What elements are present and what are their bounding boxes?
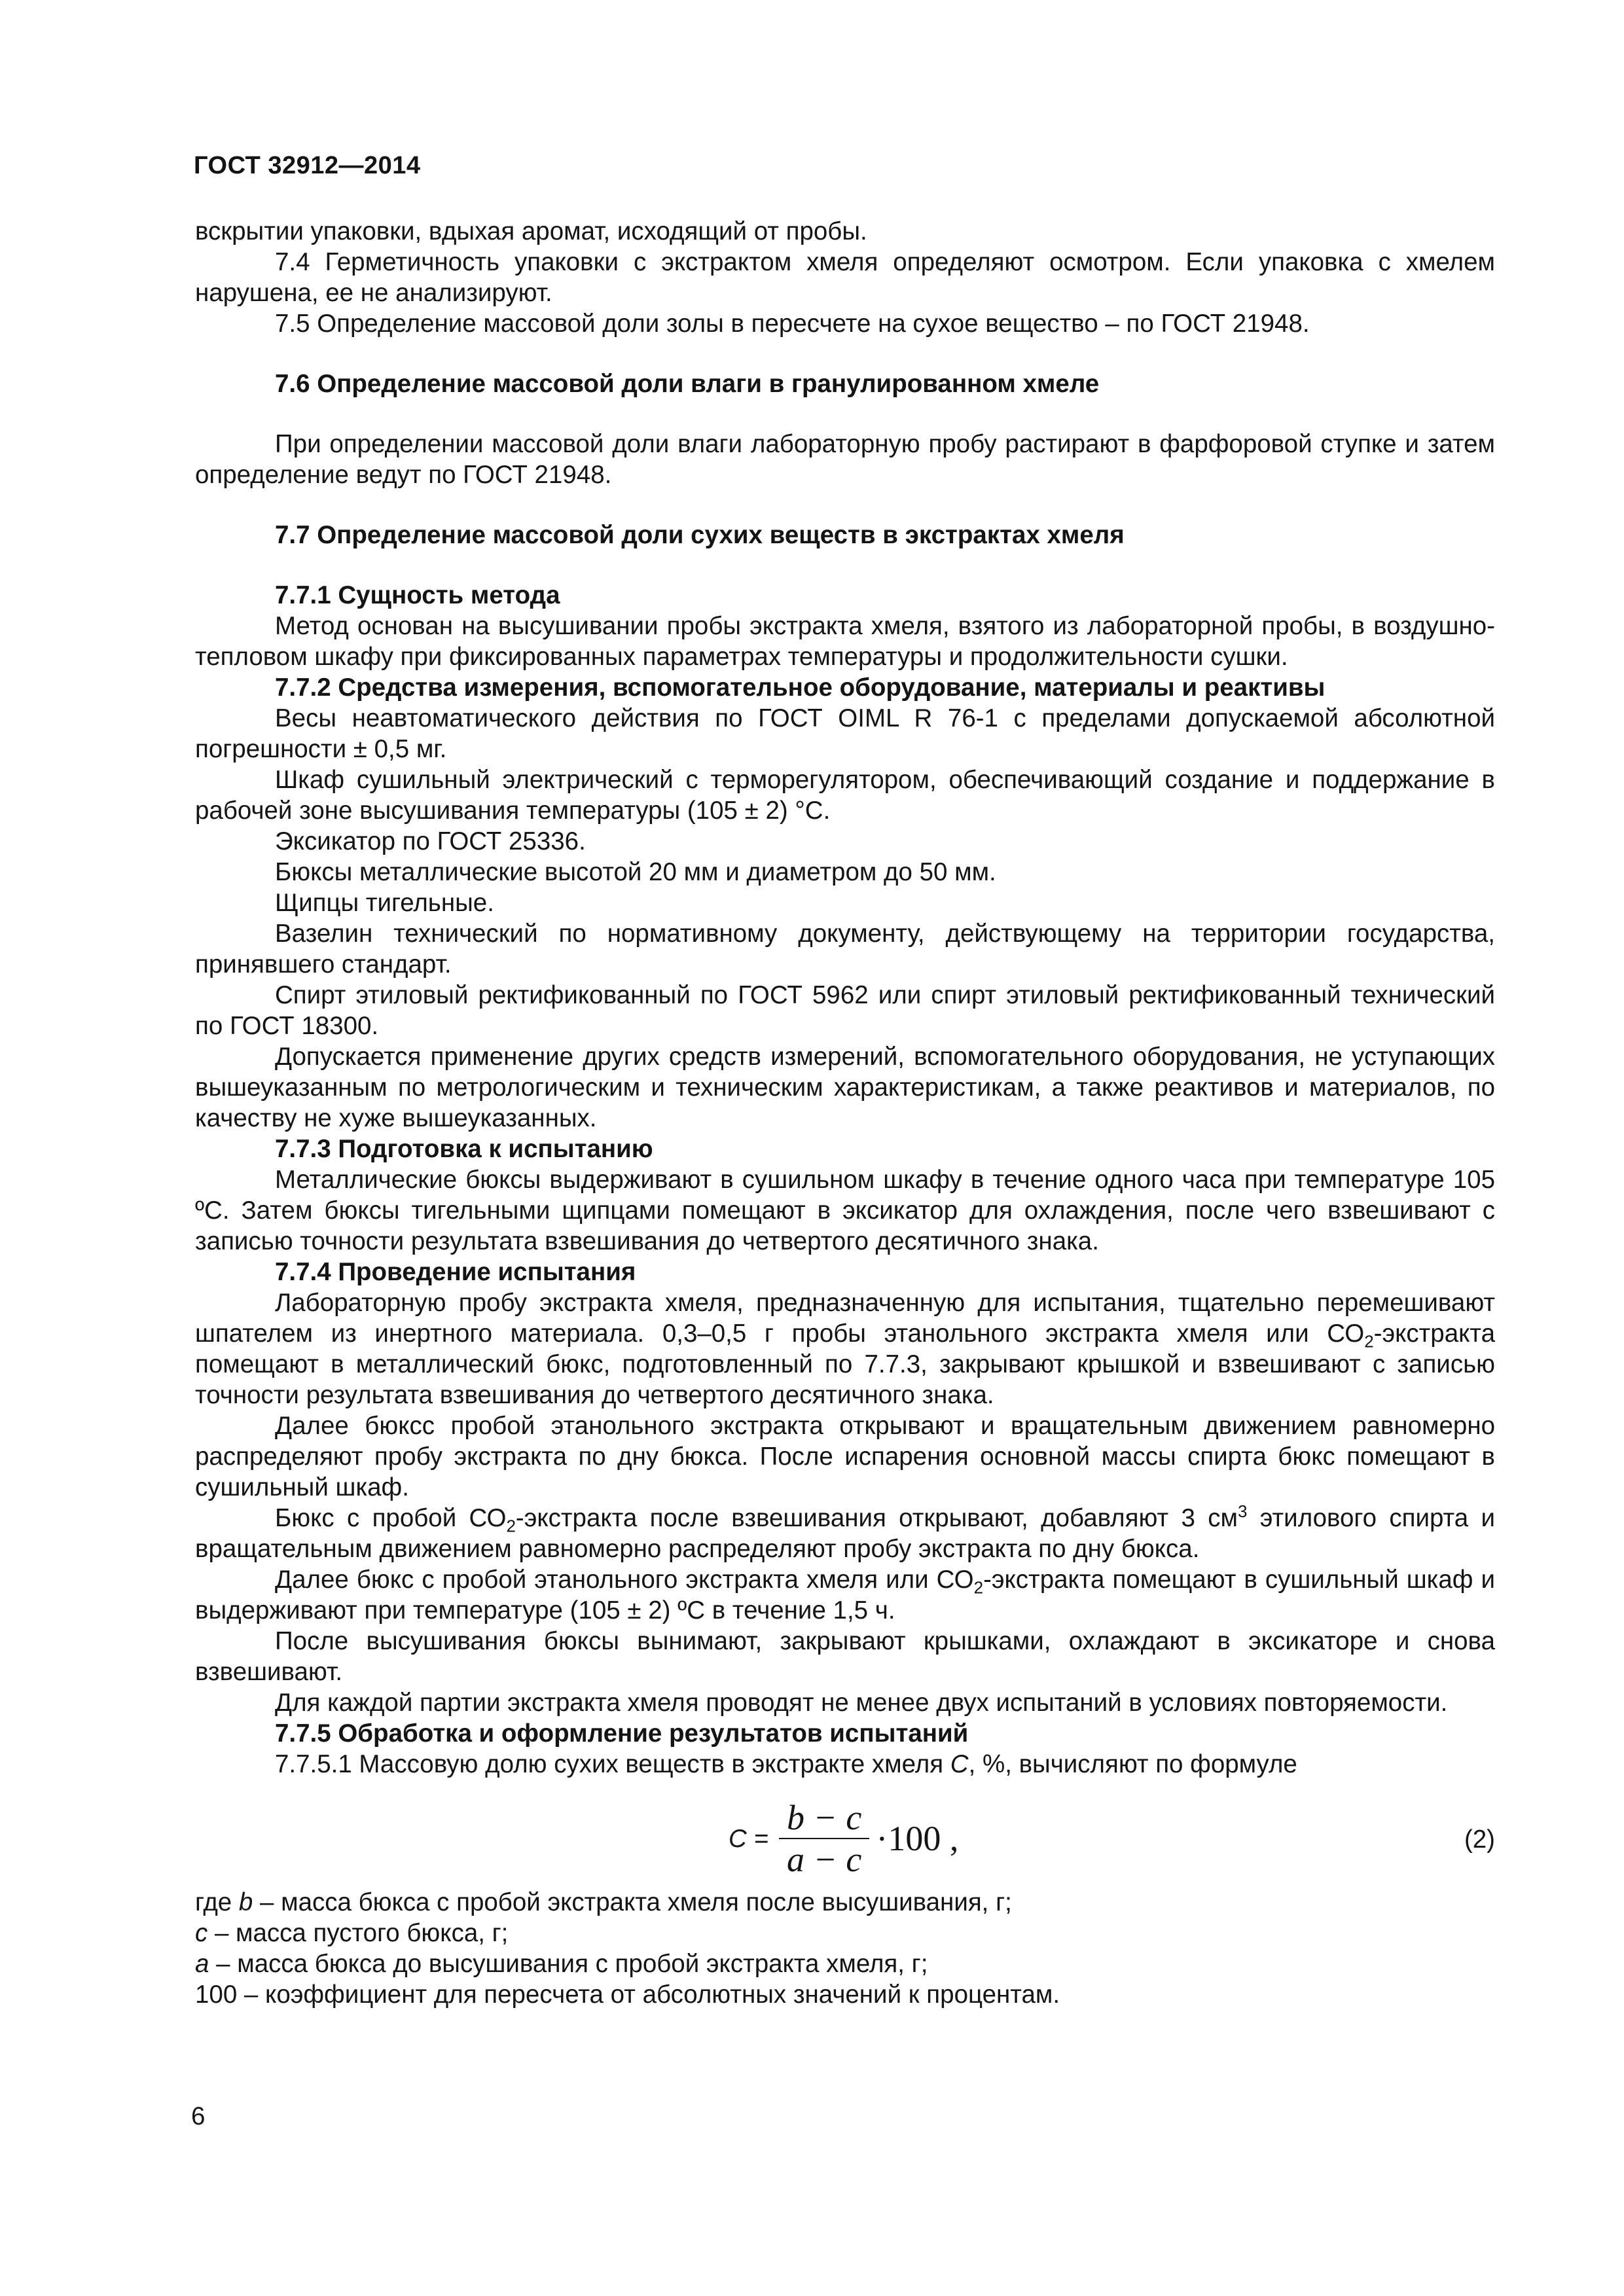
formula-number: (2) (1464, 1825, 1495, 1854)
heading-7-7-3: 7.7.3 Подготовка к испытанию (275, 1135, 653, 1163)
paragraph-test-2: Далее бюксс пробой этанольного экстракта открывают и вращательным движением равномерно распределяют пробу экстракта по дну бюкса. После испарения основной массы спирта бюкс помещают в сушильный шкаф. (195, 1412, 1495, 1501)
where-c: с – масса пустого бюкса, г; (195, 1919, 509, 1947)
formula-multiplier: ·100 , (876, 1818, 959, 1858)
paragraph-test-3: Бюкс с пробой $СО_2$-экстракта после взвешивания открывают, добавляют 3 $см^3$ этилового спирта и вращательным движением равномерно распределяют пробу экстракта по дну бюкса. (195, 1501, 1495, 1563)
formula-fraction (779, 1797, 869, 1880)
formula-denominator: a − c (786, 1840, 862, 1879)
formula-numerator: b − c (786, 1798, 862, 1837)
standard-header: ГОСТ 32912—2014 (194, 152, 421, 179)
where-a: а – масса бюкса до высушивания с пробой экстракта хмеля, г; (195, 1950, 928, 1978)
paragraph-7-5: 7.5 Определение массовой доли золы в пересчете на сухое вещество – по ГОСТ 21948. (275, 310, 1310, 338)
paragraph-7-4: 7.4 Герметичность упаковки с экстрактом хмеля определяют осмотром. Если упаковка с хмелем нарушена, ее не анализируют. (195, 248, 1495, 307)
paragraph-bottles: Бюксы металлические высотой 20 мм и диаметром до 50 мм. (275, 858, 996, 886)
paragraph-allowed: Допускается применение других средств измерений, вспомогательного оборудования, не уступающих вышеуказанным по метрологическим и техническим характеристикам, а также реактивов и материалов, по качеству не хуже вышеуказанных. (195, 1043, 1495, 1132)
paragraph-scales: Весы неавтоматического действия по ГОСТ OIML R 76-1 с пределами допускаемой абсолютной погрешности ± 0,5 мг. (195, 704, 1495, 763)
formula-2 (195, 1793, 1495, 1884)
heading-7-7-2: 7.7.2 Средства измерения, вспомогательное оборудование, материалы и реактивы (275, 673, 1326, 702)
paragraph-7-7-5-1: 7.7.5.1 Массовую долю сухих веществ в экстракте хмеля С, %, вычисляют по формуле (275, 1750, 1297, 1778)
heading-7-7-1: 7.7.1 Сущность метода (275, 581, 560, 609)
paragraph-desiccator: Эксикатор по ГОСТ 25336. (275, 827, 586, 855)
paragraph-tongs: Щипцы тигельные. (275, 889, 494, 917)
paragraph-test-4: Далее бюкс с пробой этанольного экстракта хмеля или $СО_2$-экстракта помещают в сушильный шкаф и выдерживают при температуре (105 ± 2) ºС в течение 1,5 ч. (195, 1566, 1495, 1624)
heading-7-7-5: 7.7.5 Обработка и оформление результатов испытаний (275, 1719, 969, 1748)
paragraph-test-1: Лабораторную пробу экстракта хмеля, предназначенную для испытания, тщательно перемешивают шпателем из инертного материала. 0,3–0,5 г пробы этанольного экстракта хмеля или $СО_2$-экстракта помещают в металлический бюкс, подготовленный по 7.7.3, закрывают крышкой и взвешивают с записью точности результата взвешивания до четвертого десятичного знака. (195, 1289, 1495, 1409)
heading-7-7: 7.7 Определение массовой доли сухих веществ в экстрактах хмеля (275, 521, 1125, 549)
formula-lhs: С = (729, 1824, 768, 1853)
page-number: 6 (191, 2102, 206, 2130)
paragraph-test-6: Для каждой партии экстракта хмеля проводят не менее двух испытаний в условиях повторяемости. (275, 1689, 1448, 1717)
paragraph-7-7-1: Метод основан на высушивании пробы экстракта хмеля, взятого из лабораторной пробы, в воздушно-тепловом шкафу при фиксированных параметрах температуры и продолжительности сушки. (195, 612, 1495, 671)
paragraph-7-6: При определении массовой доли влаги лабораторную пробу растирают в фарфоровой ступке и затем определение ведут по ГОСТ 21948. (195, 430, 1495, 489)
page-body (195, 216, 1495, 2010)
paragraph-spirit: Спирт этиловый ректификованный по ГОСТ 5962 или спирт этиловый ректификованный технический по ГОСТ 18300. (195, 981, 1495, 1040)
paragraph-oven: Шкаф сушильный электрический с терморегулятором, обеспечивающий создание и поддержание в рабочей зоне высушивания температуры (105 ± 2) °С. (195, 766, 1495, 825)
where-b: где b – масса бюкса с пробой экстракта хмеля после высушивания, г; (195, 1888, 1012, 1916)
heading-7-6: 7.6 Определение массовой доли влаги в гранулированном хмеле (275, 370, 1100, 398)
where-100: 100 – коэффициент для пересчета от абсолютных значений к процентам. (195, 1981, 1060, 2009)
heading-7-7-4: 7.7.4 Проведение испытания (275, 1258, 636, 1286)
paragraph-vaseline: Вазелин технический по нормативному документу, действующему на территории государства, принявшего стандарт. (195, 920, 1495, 978)
paragraph-test-5: После высушивания бюксы вынимают, закрывают крышками, охлаждают в эксикаторе и снова взвешивают. (195, 1627, 1495, 1686)
paragraph-7-7-3: Металлические бюксы выдерживают в сушильном шкафу в течение одного часа при температуре 105 ºС. Затем бюксы тигельными щипцами помещают в эксикатор для охлаждения, после чего взвешивают с записью точности результата взвешивания до четвертого десятичного знака. (195, 1166, 1495, 1255)
paragraph-intro: вскрытии упаковки, вдыхая аромат, исходящий от пробы. (195, 217, 867, 245)
